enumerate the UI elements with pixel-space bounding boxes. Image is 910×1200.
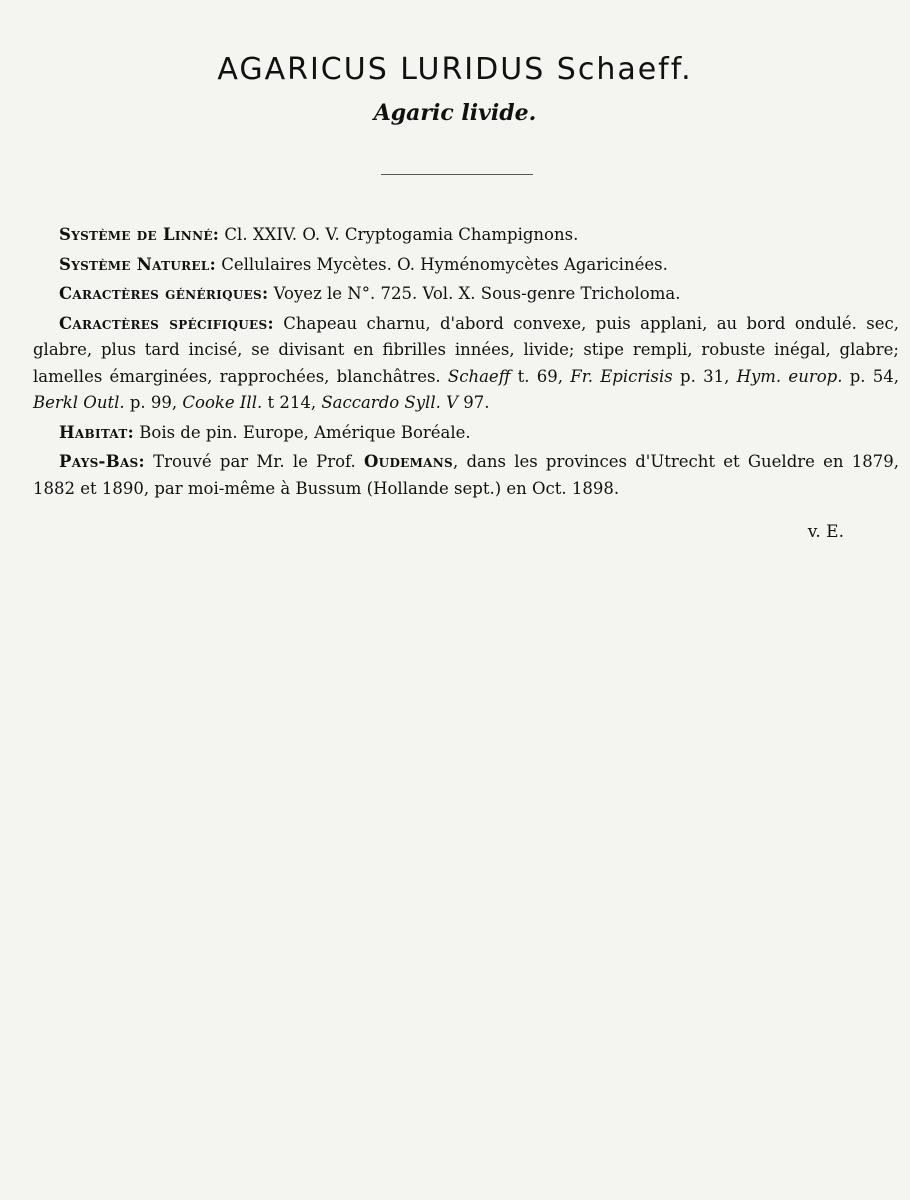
entry-habitat <box>33 420 899 447</box>
species-title: AGARICUS LURIDUS Schaeff. <box>217 52 693 87</box>
entry-label: Système Naturel: <box>59 254 216 274</box>
reference-title: Berkl Outl. <box>33 393 125 412</box>
entry-text: Trouvé par Mr. le Prof. <box>144 452 364 471</box>
reference-page: p. 99, <box>124 393 183 412</box>
entry-generiques <box>33 281 899 308</box>
entry-label: Pays-Bas: <box>59 452 145 471</box>
reference-title: Hym. europ. <box>736 366 843 386</box>
entry-text: Cellulaires Mycètes. O. Hyménomycètes Agaricinées. <box>215 254 668 274</box>
entry-pays-bas <box>33 449 899 502</box>
reference-page: p. 54, <box>842 366 899 386</box>
entry-text: , dans les provinces d'Utrecht et Gueldre en 1879, 1882 et 1890, par moi-même à Bussum (Hollande sept.) en Oct. 1898. <box>33 452 899 498</box>
reference-page: 97. <box>458 393 490 412</box>
reference-title: Cooke Ill. <box>182 393 263 412</box>
author-signature: v. E. <box>807 522 844 542</box>
description-body <box>33 222 899 505</box>
entry-text: Chapeau charnu, d'abord convexe, puis applani, au bord ondulé. sec, glabre, plus tard incisé, se divisant en fibrilles innées, livide; stipe rempli, robuste inégal, glabre; lamelles émarginées, rapprochées, blanchâtres. <box>33 313 899 386</box>
entry-label: Habitat: <box>59 422 135 442</box>
reference-title: Schaeff <box>447 366 511 386</box>
entry-text: Voyez le N°. 725. Vol. X. Sous-genre Tricholoma. <box>268 284 681 303</box>
entry-label: Système de Linné: <box>59 225 220 244</box>
entry-specifiques <box>33 311 899 417</box>
reference-page: t. 69, <box>510 366 571 386</box>
reference-page: p. 31, <box>672 366 737 386</box>
entry-label: Caractères génériques: <box>59 284 269 303</box>
entry-naturel <box>33 252 899 279</box>
reference-page: t 214, <box>262 393 322 412</box>
entry-text: Cl. XXIV. O. V. Cryptogamia Champignons. <box>219 225 579 244</box>
common-name-subtitle: Agaric livide. <box>373 100 537 126</box>
entry-text: Bois de pin. Europe, Amérique Boréale. <box>134 422 471 442</box>
entry-label: Caractères spécifiques: <box>59 313 274 333</box>
reference-title: Saccardo Syll. V <box>321 393 459 412</box>
entry-linne <box>33 222 899 249</box>
person-name: Oudemans <box>364 452 454 471</box>
reference-title: Fr. Epicrisis <box>570 366 673 386</box>
divider-rule <box>381 174 533 175</box>
